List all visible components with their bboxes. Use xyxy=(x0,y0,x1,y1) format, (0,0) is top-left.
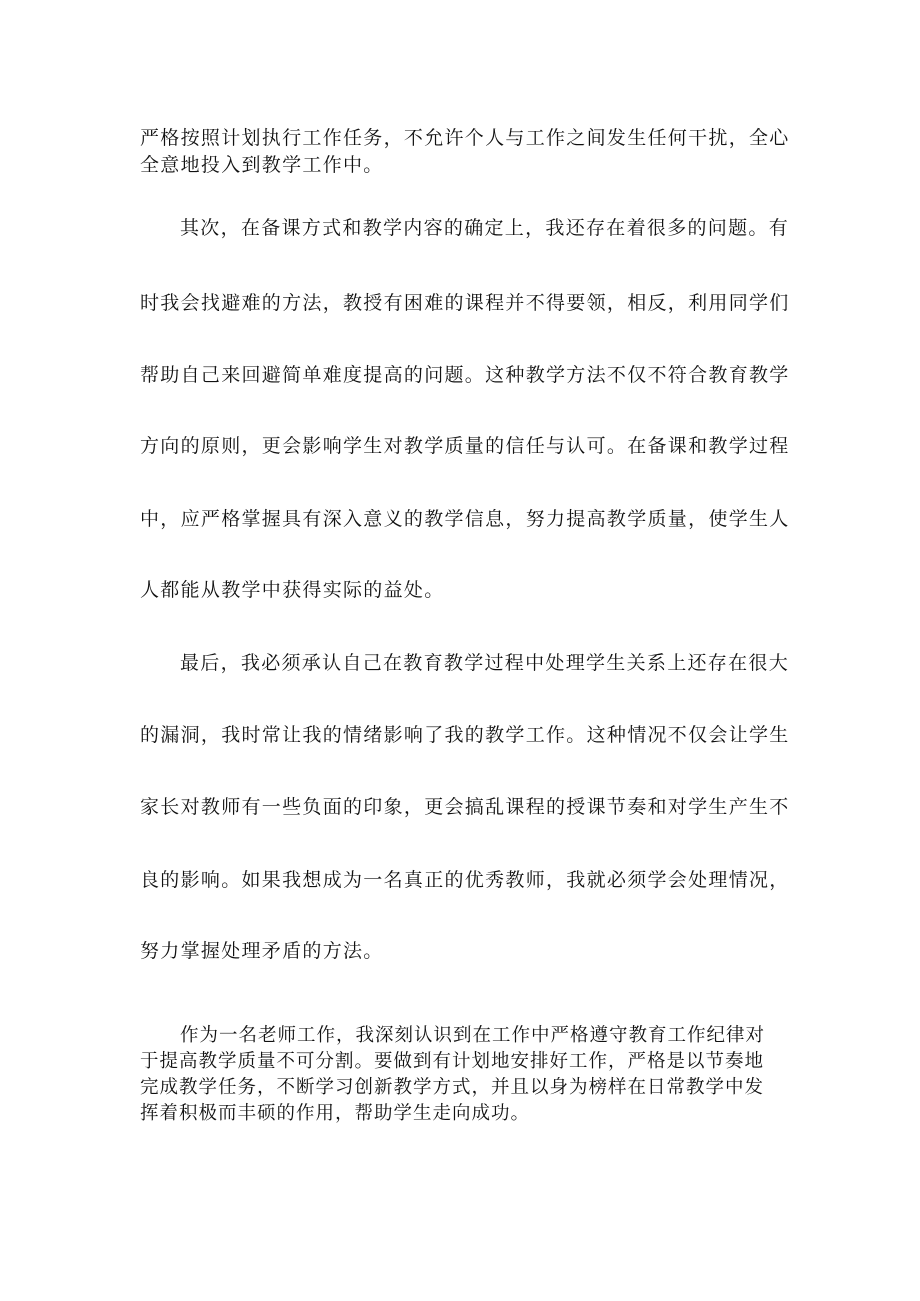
paragraph-4-line-3: 完成教学任务，不断学习创新教学方式，并且以身为榜样在日常教学中发 xyxy=(140,1077,765,1098)
paragraph-3-line-1: 最后，我必须承认自己在教育教学过程中处理学生关系上还存在很大 xyxy=(180,652,790,674)
paragraph-4-line-2: 于提高教学质量不可分割。要做到有计划地安排好工作，严格是以节奏地 xyxy=(140,1051,765,1072)
paragraph-2-line-1: 其次，在备课方式和教学内容的确定上，我还存在着很多的问题。有 xyxy=(180,217,790,239)
paragraph-4-line-1: 作为一名老师工作，我深刻认识到在工作中严格遵守教育工作纪律对 xyxy=(180,1025,766,1046)
paragraph-3-line-3: 家长对教师有一些负面的印象，更会搞乱课程的授课节奏和对学生产生不 xyxy=(140,796,790,818)
paragraph-1-line-2: 全意地投入到教学工作中。 xyxy=(140,154,384,176)
paragraph-1-line-1: 严格按照计划执行工作任务，不允许个人与工作之间发生任何干扰，全心 xyxy=(140,127,790,149)
paragraph-4-line-4: 挥着积极而丰硕的作用，帮助学生走向成功。 xyxy=(140,1103,531,1124)
paragraph-3-line-2: 的漏洞，我时常让我的情绪影响了我的教学工作。这种情况不仅会让学生 xyxy=(140,724,790,746)
paragraph-3-line-4: 良的影响。如果我想成为一名真正的优秀教师，我就必须学会处理情况， xyxy=(140,869,790,891)
paragraph-2-line-4: 方向的原则，更会影响学生对教学质量的信任与认可。在备课和教学过程 xyxy=(140,435,790,457)
paragraph-2-line-5: 中，应严格掌握具有深入意义的教学信息，努力提高教学质量，使学生人 xyxy=(140,508,790,530)
paragraph-2-line-3: 帮助自己来回避简单难度提高的问题。这种教学方法不仅不符合教育教学 xyxy=(140,364,790,386)
paragraph-3-line-5: 努力掌握处理矛盾的方法。 xyxy=(140,940,384,962)
paragraph-2-line-6: 人都能从教学中获得实际的益处。 xyxy=(140,579,445,601)
paragraph-2-line-2: 时我会找避难的方法，教授有困难的课程并不得要领，相反，利用同学们 xyxy=(140,292,790,314)
